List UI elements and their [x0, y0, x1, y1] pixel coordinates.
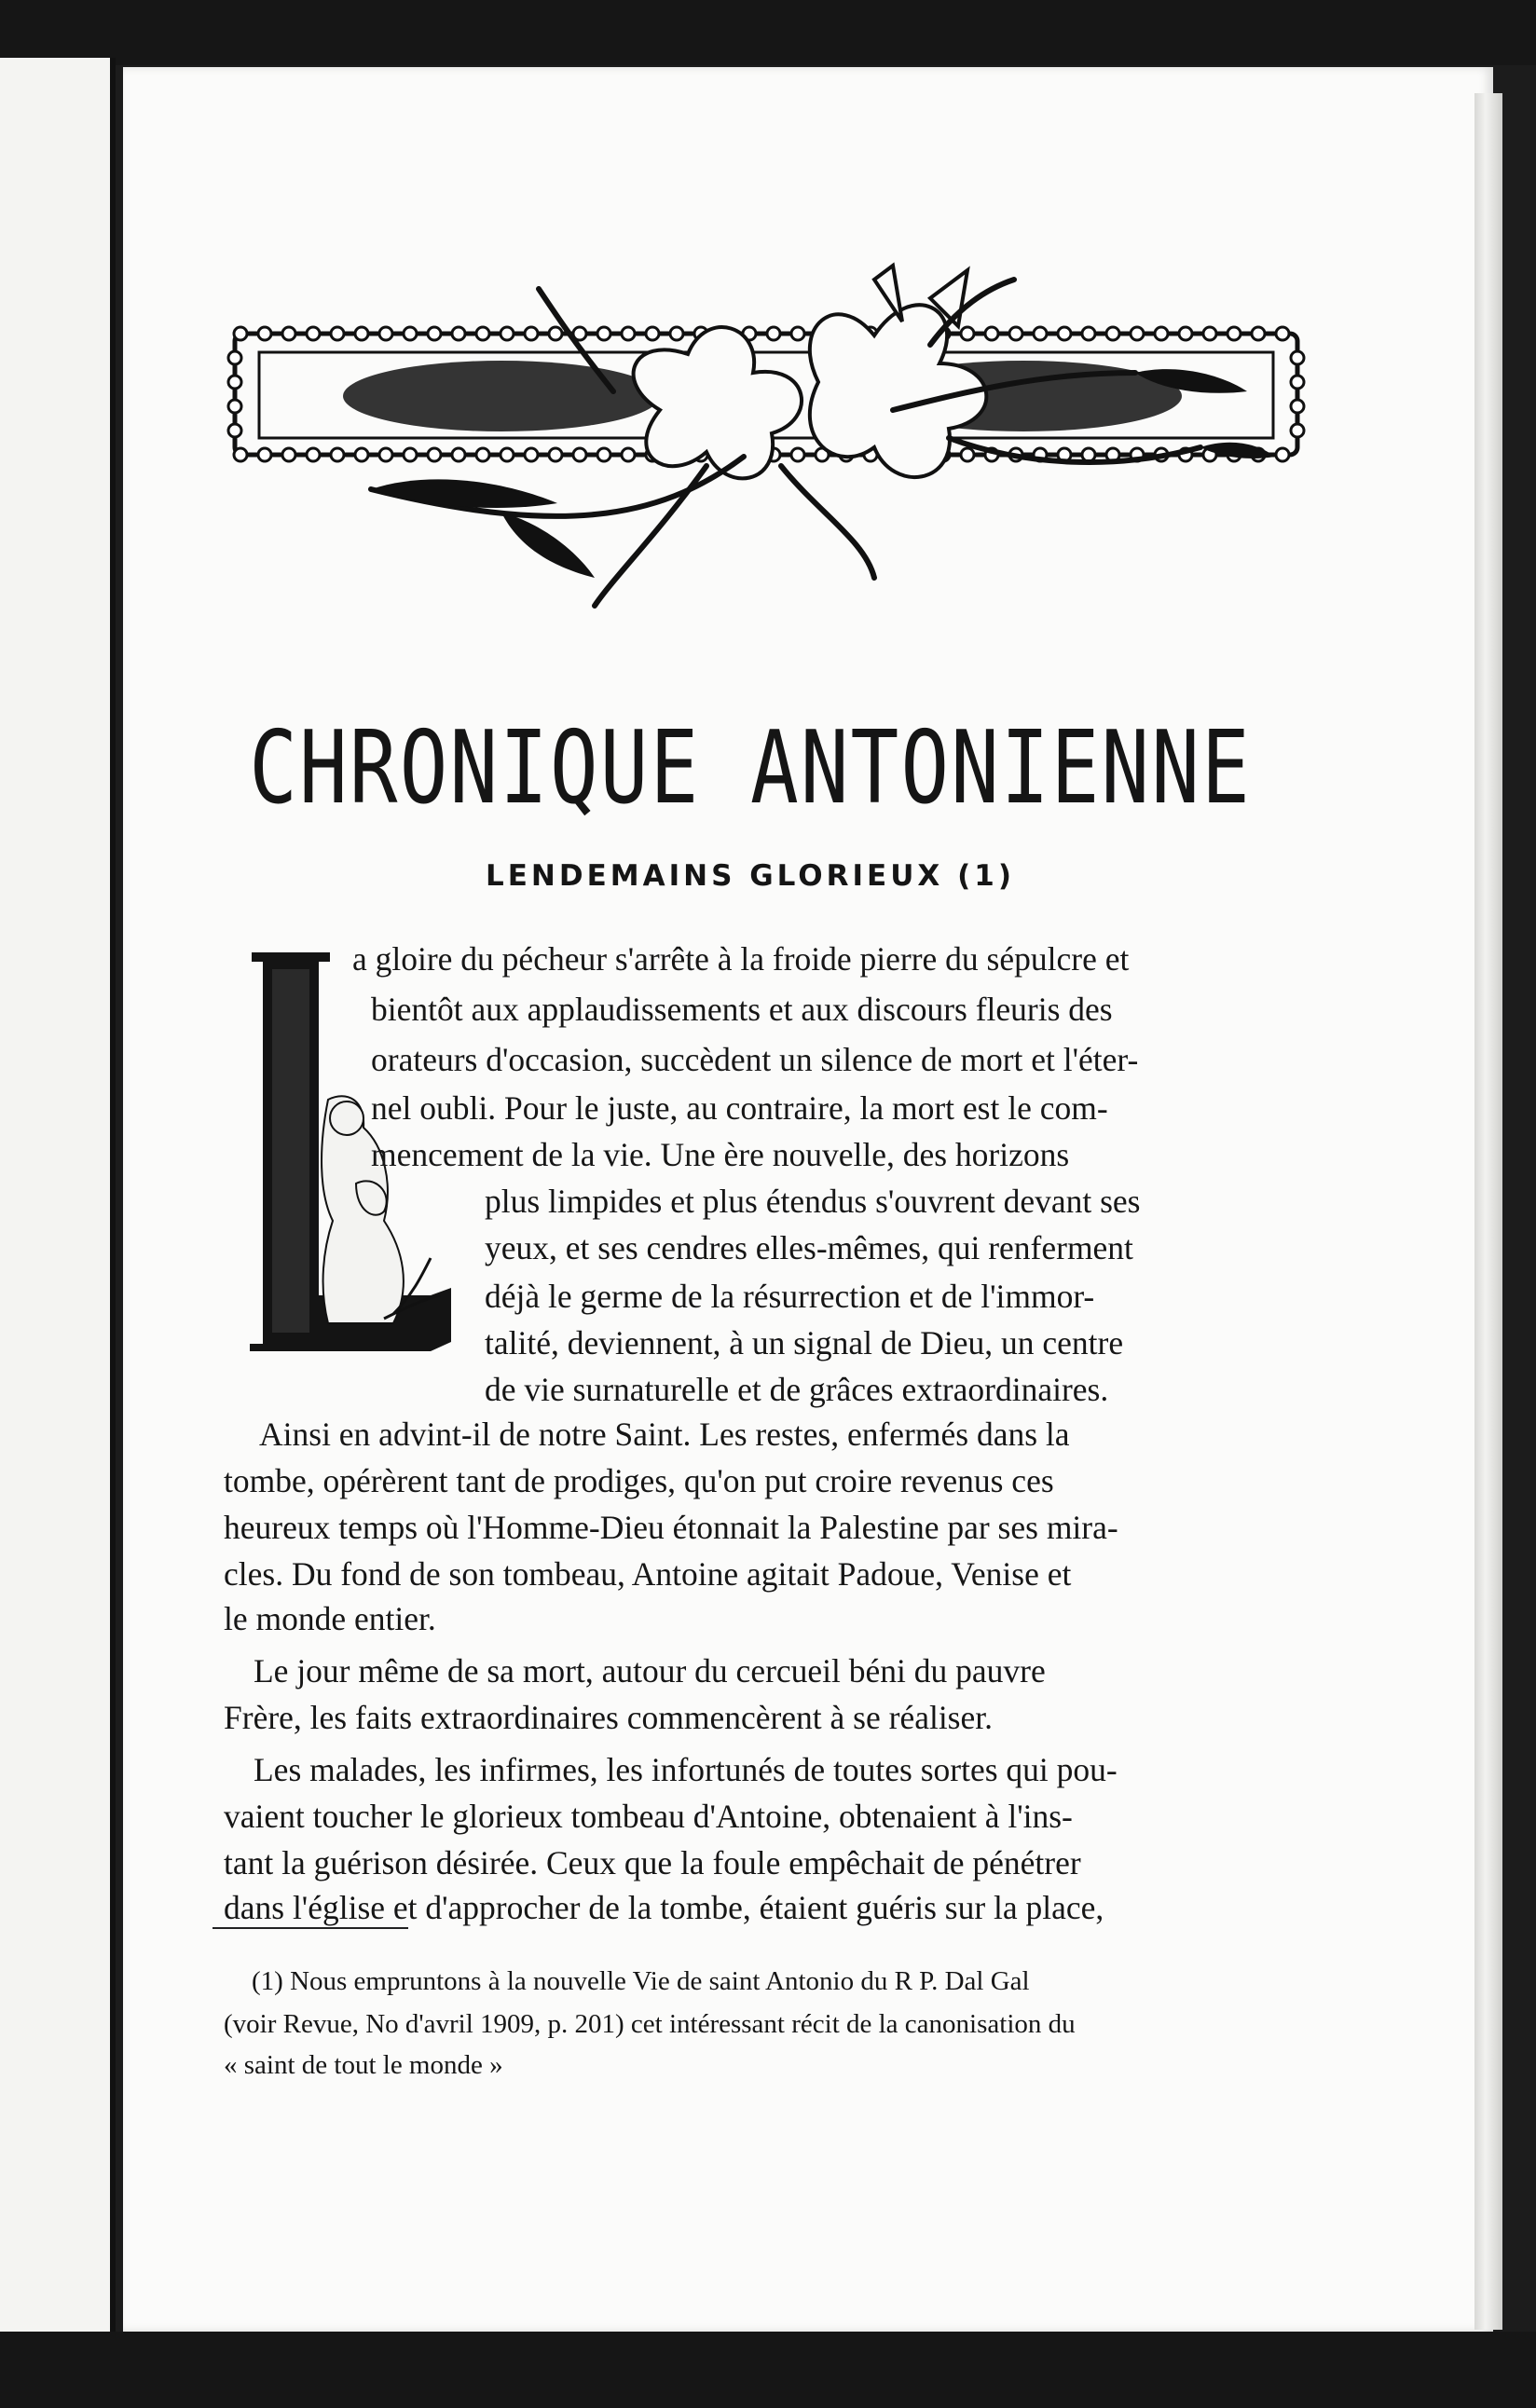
frame-bead — [1034, 327, 1047, 340]
page-stack-edge — [1474, 93, 1502, 2330]
frame-bead — [1155, 327, 1168, 340]
frame-bead — [1203, 327, 1216, 340]
frame-bead — [228, 400, 241, 413]
text-line: vaient toucher le glorieux tombeau d'Antoine, obtenaient à l'ins- — [224, 1798, 1073, 1835]
frame-bead — [355, 448, 368, 461]
lily-frame-ornament — [222, 270, 1312, 615]
text-line: plus limpides et plus étendus s'ouvrent devant ses — [485, 1183, 1141, 1220]
frame-bead — [985, 327, 998, 340]
text-line: Le jour même de sa mort, autour du cercueil béni du pauvre — [254, 1652, 1046, 1690]
frame-bead — [549, 327, 562, 340]
frame-bead — [501, 327, 514, 340]
text-line: talité, deviennent, à un signal de Dieu, un centre — [485, 1324, 1124, 1361]
scan-bottom-border — [0, 2332, 1536, 2408]
frame-bead — [1227, 327, 1241, 340]
frame-bead — [1009, 327, 1022, 340]
text-line: dans l'église et d'approcher de la tombe, étaient guéris sur la place, — [224, 1889, 1104, 1926]
frame-bead — [1276, 327, 1289, 340]
frame-bead — [476, 327, 489, 340]
text-line: déjà le germe de la résurrection et de l'immor- — [485, 1278, 1095, 1315]
frame-bead — [525, 448, 538, 461]
text-line: bientôt aux applaudissements et aux discours fleuris des — [371, 991, 1113, 1028]
frame-bead — [1179, 327, 1192, 340]
text-line: de vie surnaturelle et de grâces extraordinaires. — [485, 1371, 1109, 1408]
frame-bead — [228, 376, 241, 389]
frame-bead — [234, 327, 247, 340]
frame-bead — [597, 448, 610, 461]
frame-bead — [597, 327, 610, 340]
frame-bead — [331, 327, 344, 340]
frame-bead — [961, 448, 974, 461]
text-line: yeux, et ses cendres elles-mêmes, qui renferment — [485, 1229, 1133, 1266]
footnote-line: (1) Nous empruntons à la nouvelle Vie de saint Antonio du R P. Dal Gal — [252, 1966, 1030, 1996]
frame-bead — [1252, 327, 1265, 340]
frame-bead — [791, 448, 804, 461]
text-line: le monde entier. — [224, 1600, 436, 1637]
frame-bead — [307, 327, 320, 340]
frame-bead — [622, 448, 635, 461]
facing-page-edge — [0, 58, 116, 2332]
frame-bead — [428, 448, 441, 461]
frame-bead — [428, 327, 441, 340]
text-line: orateurs d'occasion, succèdent un silence de mort et l'éter- — [371, 1041, 1139, 1078]
frame-bead — [234, 448, 247, 461]
frame-bead — [331, 448, 344, 461]
text-line: Ainsi en advint-il de notre Saint. Les restes, enfermés dans la — [259, 1416, 1070, 1453]
section-subtitle: LENDEMAINS GLORIEUX (1) — [485, 859, 1016, 893]
frame-bead — [791, 327, 804, 340]
frame-bead — [1082, 327, 1095, 340]
frame-bead — [1106, 327, 1119, 340]
text-line: cles. Du fond de son tombeau, Antoine agitait Padoue, Venise et — [224, 1555, 1072, 1593]
frame-bead — [404, 327, 417, 340]
frame-bead — [228, 351, 241, 364]
frame-bead — [961, 327, 974, 340]
frame-bead — [1131, 327, 1144, 340]
text-line: tant la guérison désirée. Ceux que la foule empêchait de pénétrer — [224, 1844, 1081, 1881]
frame-bead — [501, 448, 514, 461]
frame-bead — [258, 448, 271, 461]
frame-bead — [282, 448, 295, 461]
text-line: mencement de la vie. Une ère nouvelle, des horizons — [371, 1136, 1070, 1173]
frame-bead — [1058, 327, 1071, 340]
frame-bead — [452, 327, 465, 340]
frame-bead — [404, 448, 417, 461]
frame-bead — [379, 327, 392, 340]
frame-bead — [1082, 448, 1095, 461]
text-line: nel oubli. Pour le juste, au contraire, la mort est le com- — [371, 1089, 1108, 1127]
frame-bead — [307, 448, 320, 461]
footnote-line: (voir Revue, No d'avril 1909, p. 201) cet intéressant récit de la canonisation du — [224, 2009, 1076, 2039]
frame-bead — [767, 327, 780, 340]
frame-bead — [1276, 448, 1289, 461]
scan-top-border — [0, 0, 1536, 65]
text-line: Les malades, les infirmes, les infortunés de toutes sortes qui pou- — [254, 1751, 1118, 1788]
frame-bead — [1291, 424, 1304, 437]
text-line: heureux temps où l'Homme-Dieu étonnait la Palestine par ses mira- — [224, 1509, 1118, 1546]
frame-bead — [258, 327, 271, 340]
frame-bead — [670, 327, 683, 340]
frame-bead — [282, 327, 295, 340]
frame-bead — [646, 327, 659, 340]
text-line: tombe, opérèrent tant de prodiges, qu'on put croire revenus ces — [224, 1462, 1054, 1499]
frame-bead — [1291, 376, 1304, 389]
text-line: a gloire du pécheur s'arrête à la froide pierre du sépulcre et — [352, 940, 1130, 978]
frame-bead — [622, 327, 635, 340]
frame-bead — [476, 448, 489, 461]
frame-bead — [549, 448, 562, 461]
frame-bead — [228, 424, 241, 437]
frame-bead — [525, 327, 538, 340]
footnote-line: « saint de tout le monde » — [224, 2050, 503, 2080]
frame-bead — [379, 448, 392, 461]
footnote-separator — [213, 1927, 408, 1929]
frame-bead — [1291, 400, 1304, 413]
frame-bead — [355, 327, 368, 340]
text-line: Frère, les faits extraordinaires commencèrent à se réaliser. — [224, 1699, 993, 1736]
frame-bead — [452, 448, 465, 461]
page-title: CHRONIQUE ANTONIENNE — [249, 710, 1252, 827]
frame-bead — [573, 448, 586, 461]
frame-bead — [1291, 351, 1304, 364]
